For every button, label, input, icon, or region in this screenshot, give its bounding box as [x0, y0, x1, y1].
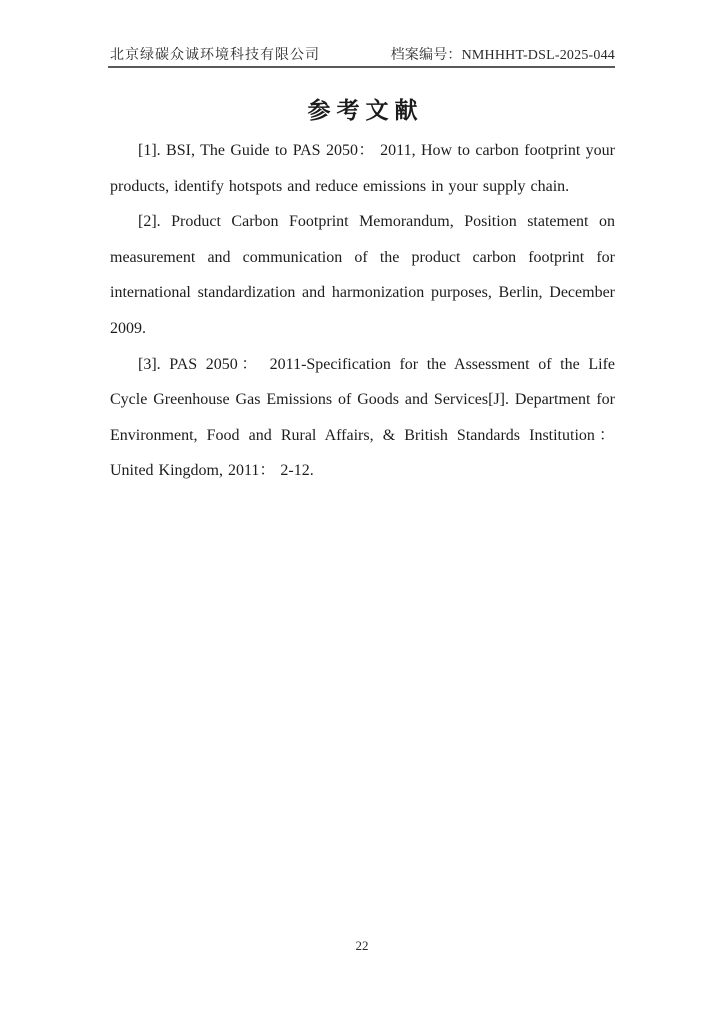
reference-item-3: [3]. PAS 2050： 2011-Specification for the Assessment of the Life Cycle Greenhouse Gas Emissions of Goods and Services[J]. Department for Environment, Food and Rural Affairs, & British Standards Institution： United Kingdom, 2011： 2-12. — [110, 355, 615, 480]
references-body — [110, 133, 615, 489]
company-name: 北京绿碳众诚环境科技有限公司 — [110, 48, 320, 63]
header-rule — [108, 66, 615, 68]
doc-id-number: NMHHHT-DSL-2025-044 — [461, 48, 615, 63]
doc-id-label: 档案编号： — [390, 48, 462, 63]
page-number: 22 — [355, 938, 369, 953]
section-title: 参考文献 — [307, 98, 424, 123]
reference-item-1: [1]. BSI, The Guide to PAS 2050： 2011, How to carbon footprint your products, identify hotspots and reduce emissions in your supply chain. — [110, 142, 615, 195]
reference-item-2: [2]. Product Carbon Footprint Memorandum, Position statement on measurement and communication of the product carbon footprint for international standardization and harmonization purposes, Berlin, December 2009. — [110, 213, 615, 337]
page-footer — [0, 938, 724, 954]
doc-id — [391, 44, 615, 64]
page-header — [110, 44, 615, 64]
